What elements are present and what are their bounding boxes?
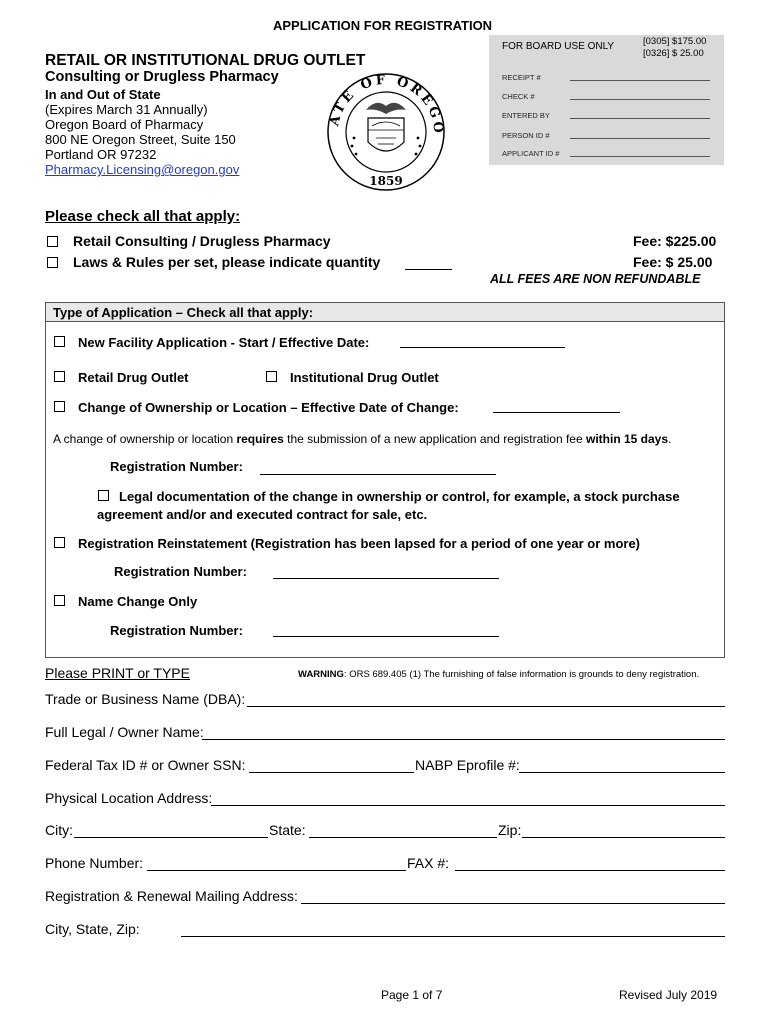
nabp-field[interactable] <box>519 772 725 773</box>
new-facility-label: New Facility Application - Start / Effective Date: <box>78 335 370 350</box>
laws-rules-quantity-field[interactable] <box>405 269 452 270</box>
board-use-box <box>489 35 724 165</box>
seal-top-text: ATE OF OREGO <box>327 72 446 137</box>
receipt-field[interactable] <box>570 80 710 81</box>
registration-number-label-1: Registration Number: <box>110 459 243 474</box>
retail-outlet-label: Retail Drug Outlet <box>78 370 189 385</box>
fax-field[interactable] <box>455 870 725 871</box>
registration-number-field-1[interactable] <box>260 474 496 475</box>
tax-id-label: Federal Tax ID # or Owner SSN: <box>45 757 246 773</box>
physical-address-label: Physical Location Address: <box>45 790 213 806</box>
applicant-id-label: APPLICANT ID # <box>502 149 560 158</box>
institutional-outlet-label: Institutional Drug Outlet <box>290 370 439 385</box>
city-state-zip-label: City, State, Zip: <box>45 921 140 937</box>
oregon-seal <box>326 68 446 196</box>
legal-doc-label-1: Legal documentation of the change in ownership or control, for example, a stock purchase <box>119 489 680 504</box>
laws-rules-fee: Fee: $ 25.00 <box>633 254 713 270</box>
revised-date: Revised July 2019 <box>619 988 718 1002</box>
expires-text: (Expires March 31 Annually) <box>45 102 208 117</box>
institutional-outlet-checkbox[interactable] <box>266 371 277 382</box>
zip-label: Zip: <box>498 822 522 838</box>
city-field[interactable] <box>74 837 268 838</box>
laws-rules-label: Laws & Rules per set, please indicate quantity <box>73 254 381 270</box>
app-title: APPLICATION FOR REGISTRATION <box>273 18 493 33</box>
change-note: A change of ownership or location requires the submission of a new application and registration fee within 15 days. <box>53 432 672 446</box>
entered-by-field[interactable] <box>570 118 710 119</box>
entered-by-label: ENTERED BY <box>502 111 550 120</box>
reinstatement-checkbox[interactable] <box>54 537 65 548</box>
fax-label: FAX #: <box>407 855 450 871</box>
person-id-label: PERSON ID # <box>502 131 550 140</box>
warning-text: WARNING: ORS 689.405 (1) The furnishing of false information is grounds to deny registration. <box>298 669 700 680</box>
fee-code-1: [0305] $175.00 <box>643 36 707 47</box>
board-use-title: FOR BOARD USE ONLY <box>502 41 615 52</box>
org-address-2: Portland OR 97232 <box>45 147 157 162</box>
registration-number-label-2: Registration Number: <box>114 564 247 579</box>
nabp-label: NABP Eprofile #: <box>415 757 520 773</box>
legal-name-label: Full Legal / Owner Name: <box>45 724 204 740</box>
nonrefundable-note: ALL FEES ARE NON REFUNDABLE <box>490 272 701 286</box>
type-header: Type of Application – Check all that apply: <box>53 305 314 320</box>
legal-doc-label-2: agreement and/or and executed contract for sale, etc. <box>97 507 428 522</box>
check-field[interactable] <box>570 99 710 100</box>
print-instruction: Please PRINT or TYPE <box>45 665 190 681</box>
email-link[interactable]: Pharmacy.Licensing@oregon.gov <box>45 162 240 177</box>
new-facility-date-field[interactable] <box>400 347 565 348</box>
page-number: Page 1 of 7 <box>381 988 443 1002</box>
mailing-address-field[interactable] <box>301 903 725 904</box>
change-date-field[interactable] <box>493 412 620 413</box>
registration-number-label-3: Registration Number: <box>110 623 243 638</box>
state-field[interactable] <box>309 837 497 838</box>
city-state-zip-field[interactable] <box>181 936 725 937</box>
trade-name-label: Trade or Business Name (DBA): <box>45 691 246 707</box>
page-subtitle: Consulting or Drugless Pharmacy <box>45 69 279 85</box>
name-change-label: Name Change Only <box>78 594 198 609</box>
change-ownership-label: Change of Ownership or Location – Effective Date of Change: <box>78 400 459 415</box>
zip-field[interactable] <box>522 837 725 838</box>
physical-address-field[interactable] <box>211 805 725 806</box>
retail-consulting-label: Retail Consulting / Drugless Pharmacy <box>73 233 331 249</box>
name-change-checkbox[interactable] <box>54 595 65 606</box>
page-title: RETAIL OR INSTITUTIONAL DRUG OUTLET <box>45 52 366 69</box>
mailing-address-label: Registration & Renewal Mailing Address: <box>45 888 298 904</box>
retail-consulting-fee: Fee: $225.00 <box>633 233 717 249</box>
svg-text:STATE OF OREGON <box>326 68 445 136</box>
check-label: CHECK # <box>502 92 535 101</box>
phone-field[interactable] <box>147 870 406 871</box>
laws-rules-checkbox[interactable] <box>47 257 58 268</box>
applicant-id-field[interactable] <box>570 156 710 157</box>
legal-doc-checkbox[interactable] <box>98 490 109 501</box>
person-id-field[interactable] <box>570 138 710 139</box>
receipt-label: RECEIPT # <box>502 73 541 82</box>
org-name: Oregon Board of Pharmacy <box>45 117 204 132</box>
registration-number-field-3[interactable] <box>273 636 499 637</box>
new-facility-checkbox[interactable] <box>54 336 65 347</box>
tax-id-field[interactable] <box>249 772 414 773</box>
scope-text: In and Out of State <box>45 87 161 102</box>
retail-outlet-checkbox[interactable] <box>54 371 65 382</box>
legal-name-field[interactable] <box>202 739 725 740</box>
reinstatement-label: Registration Reinstatement (Registration has been lapsed for a period of one year or more) <box>78 536 641 551</box>
registration-number-field-2[interactable] <box>273 578 499 579</box>
retail-consulting-checkbox[interactable] <box>47 236 58 247</box>
org-address-1: 800 NE Oregon Street, Suite 150 <box>45 132 236 147</box>
state-label: State: <box>269 822 306 838</box>
fee-code-2: [0326] $ 25.00 <box>643 48 704 59</box>
change-ownership-checkbox[interactable] <box>54 401 65 412</box>
trade-name-field[interactable] <box>247 706 725 707</box>
seal-icon <box>326 68 446 196</box>
apply-heading: Please check all that apply: <box>45 208 241 225</box>
city-label: City: <box>45 822 73 838</box>
seal-year: 1859 <box>369 174 403 188</box>
phone-label: Phone Number: <box>45 855 144 871</box>
